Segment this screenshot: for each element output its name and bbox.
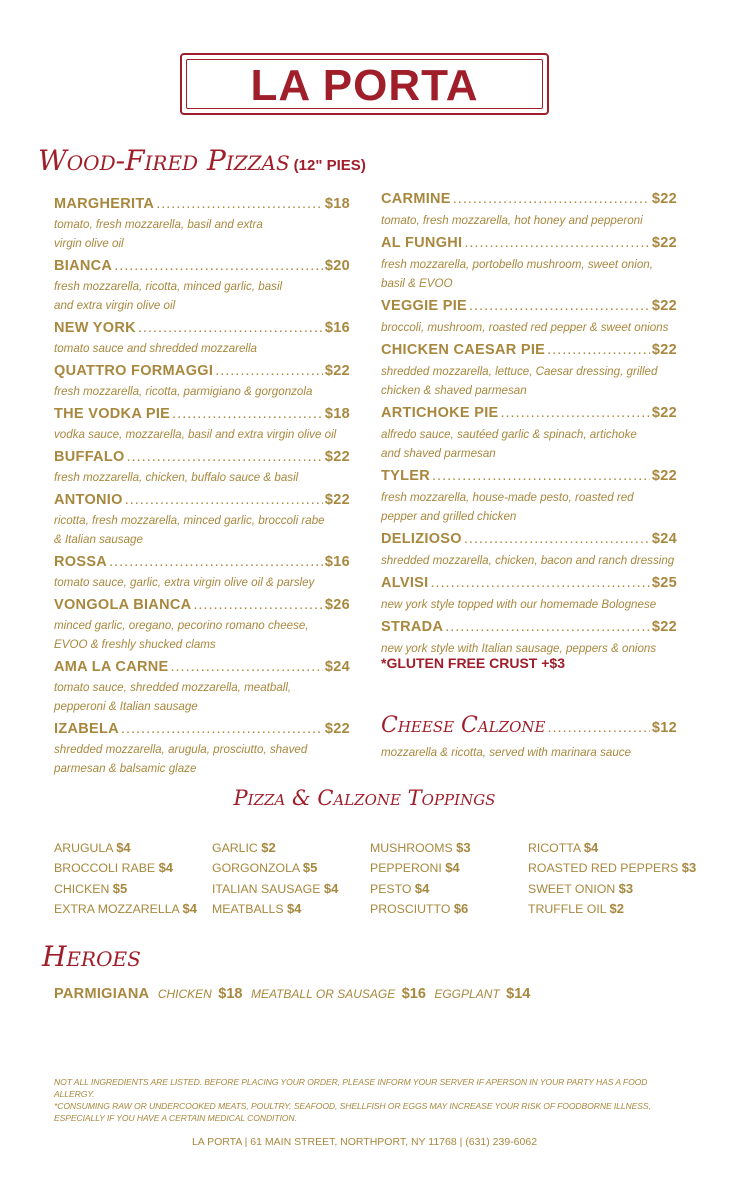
leader-dots	[445, 616, 650, 639]
menu-item	[54, 403, 350, 444]
menu-item-price: $24	[651, 531, 677, 547]
menu-item-description: virgin olive oil	[54, 237, 124, 250]
leader-dots	[138, 317, 323, 339]
menu-item-description: fresh mozzarella, ricotta, minced garlic, basil	[54, 280, 283, 293]
menu-item-description: and extra virgin olive oil	[54, 299, 176, 312]
topping-item	[212, 858, 338, 878]
topping-item	[54, 899, 197, 919]
menu-item-description: tomato sauce, shredded mozzarella, meatball,	[54, 681, 292, 694]
menu-item-name: IZABELA	[54, 721, 119, 737]
topping-item	[370, 838, 471, 858]
leader-dots	[215, 360, 323, 382]
topping-price: $3	[618, 880, 634, 896]
menu-item-price: $22	[324, 363, 350, 379]
calzone-price: $12	[651, 720, 677, 736]
menu-item-name: ALVISI	[381, 575, 429, 591]
topping-price: $4	[182, 900, 197, 916]
menu-item-description: EVOO & freshly shucked clams	[54, 638, 216, 651]
menu-item-name: AMA LA CARNE	[54, 659, 169, 675]
hero-option-price: $18	[218, 986, 243, 1002]
menu-item-description: new york style with Italian sausage, peppers & onions	[381, 642, 657, 655]
menu-item-description: tomato sauce, garlic, extra virgin olive oil & parsley	[54, 576, 315, 589]
menu-item-header	[54, 403, 350, 425]
leader-dots	[501, 402, 650, 425]
menu-item-description: tomato, fresh mozzarella, basil and extra	[54, 218, 263, 231]
toppings-section-title: Pizza & Calzone Toppings	[233, 786, 496, 810]
topping-item	[54, 838, 197, 858]
menu-item	[381, 295, 677, 337]
menu-item-description: broccoli, mushroom, roasted red pepper & sweet onions	[381, 321, 669, 334]
pizzas-subtitle: (12" PIES)	[293, 157, 366, 174]
menu-item-description: pepper and grilled chicken	[381, 510, 517, 523]
menu-item-description: basil & EVOO	[381, 277, 453, 290]
menu-item-name: NEW YORK	[54, 320, 136, 336]
menu-item	[54, 360, 350, 401]
menu-item-description: shredded mozzarella, lettuce, Caesar dressing, grilled	[381, 365, 658, 378]
hero-option-price: $16	[401, 986, 426, 1002]
leader-dots	[121, 718, 323, 740]
menu-item-description: shredded mozzarella, arugula, prosciutto, shaved	[54, 743, 308, 756]
leader-dots	[125, 489, 323, 511]
menu-item-description: fresh mozzarella, portobello mushroom, sweet onion,	[381, 258, 653, 271]
heroes-item	[54, 985, 530, 1003]
menu-item-name: QUATTRO FORMAGGI	[54, 363, 214, 379]
topping-name: TRUFFLE OIL	[528, 901, 607, 916]
toppings-column-2	[212, 838, 338, 919]
topping-price: $4	[583, 840, 599, 855]
leader-dots	[432, 465, 650, 488]
topping-name: SWEET ONION	[528, 881, 616, 896]
topping-item	[212, 879, 338, 899]
menu-item-name: AL FUNGHI	[381, 235, 463, 251]
menu-item-header	[381, 402, 677, 425]
menu-item-description: minced garlic, oregano, pecorino romano cheese,	[54, 619, 309, 632]
allergy-disclaimer	[54, 1076, 684, 1124]
menu-item-price: $18	[324, 196, 350, 212]
menu-item-description: alfredo sauce, sautéed garlic & spinach, artichoke	[381, 428, 637, 441]
gluten-free-note: *GLUTEN FREE CRUST +$3	[381, 655, 565, 671]
menu-item-price: $25	[651, 575, 677, 591]
menu-item-name: TYLER	[381, 468, 431, 484]
menu-item-name: ARTICHOKE PIE	[381, 405, 499, 421]
menu-item-description: vodka sauce, mozzarella, basil and extra virgin olive oil	[54, 428, 337, 441]
menu-item-price: $22	[651, 405, 677, 421]
menu-item-description: parmesan & balsamic glaze	[54, 762, 197, 775]
menu-item	[381, 572, 677, 614]
hero-name: PARMIGIANA	[54, 986, 150, 1002]
menu-item-price: $18	[324, 406, 350, 422]
pizza-menu-right-column	[381, 188, 677, 660]
menu-item	[54, 317, 350, 358]
menu-item-name: BUFFALO	[54, 449, 125, 465]
calzone-item	[381, 711, 677, 762]
menu-item-header	[54, 656, 350, 678]
logo-text: LA PORTA	[250, 61, 479, 110]
menu-item	[381, 528, 677, 570]
menu-item-price: $22	[324, 449, 350, 465]
topping-price: $4	[158, 860, 174, 876]
topping-price: $3	[456, 840, 471, 855]
topping-name: PROSCIUTTO	[370, 901, 451, 916]
menu-item-header	[381, 616, 677, 639]
menu-item-description: fresh mozzarella, house-made pesto, roasted red	[381, 491, 634, 504]
leader-dots	[172, 403, 323, 425]
leader-dots	[547, 713, 649, 743]
topping-price: $4	[445, 860, 460, 876]
menu-item	[54, 446, 350, 487]
hero-option-label: MEATBALL OR SAUSAGE	[250, 987, 396, 1001]
hero-option-label: CHICKEN	[157, 987, 212, 1001]
menu-item-header	[54, 551, 350, 573]
disclaimer-line-2: *CONSUMING RAW OR UNDERCOOKED MEATS, POULTRY, SEAFOOD, SHELLFISH OR EGGS MAY INCREASE YOUR RISK OF FOODBORNE ILLNESS, ESPECIALLY IF YOU HAVE A CERTAIN MEDICAL CONDITION.	[54, 1101, 651, 1123]
leader-dots	[469, 295, 650, 318]
menu-item-header	[54, 360, 350, 382]
topping-item	[370, 899, 471, 919]
menu-item-header	[381, 572, 677, 595]
hero-option-label: EGGPLANT	[434, 987, 500, 1001]
menu-item-description: tomato, fresh mozzarella, hot honey and pepperoni	[381, 214, 643, 227]
leader-dots	[127, 446, 323, 468]
menu-item-header	[54, 718, 350, 740]
topping-item	[54, 858, 197, 878]
topping-name: PEPPERONI	[370, 861, 442, 876]
menu-item	[381, 339, 677, 400]
menu-item	[381, 616, 677, 658]
topping-item	[370, 879, 471, 899]
menu-item	[381, 188, 677, 230]
hero-option-price: $14	[506, 986, 531, 1002]
menu-item	[54, 594, 350, 654]
toppings-column-4	[528, 838, 696, 919]
leader-dots	[430, 572, 649, 595]
menu-item-header	[54, 255, 350, 277]
menu-item-description: pepperoni & Italian sausage	[54, 700, 198, 713]
menu-item-price: $22	[651, 468, 677, 484]
menu-item-header	[381, 188, 677, 211]
topping-item	[528, 838, 696, 858]
menu-item-price: $22	[651, 298, 677, 314]
menu-item-description: ricotta, fresh mozzarella, minced garlic, broccoli rabe	[54, 514, 325, 527]
toppings-column-1	[54, 838, 197, 919]
toppings-column-3	[370, 838, 471, 919]
menu-item-header	[381, 465, 677, 488]
topping-price: $6	[453, 900, 469, 916]
menu-item-price: $22	[324, 492, 350, 508]
restaurant-logo	[180, 53, 549, 115]
menu-item	[381, 402, 677, 463]
menu-item-description: shredded mozzarella, chicken, bacon and ranch dressing	[381, 554, 675, 567]
menu-item-name: CHICKEN CAESAR PIE	[381, 342, 546, 358]
menu-item-price: $22	[651, 191, 677, 207]
topping-item	[528, 858, 696, 878]
topping-item	[528, 899, 696, 919]
menu-item-name: ANTONIO	[54, 492, 123, 508]
topping-name: ITALIAN SAUSAGE	[212, 881, 321, 896]
menu-item-header	[54, 594, 350, 616]
menu-item-name: BIANCA	[54, 258, 113, 274]
menu-item-header	[54, 317, 350, 339]
menu-item	[54, 718, 350, 778]
pizza-menu-left-column	[54, 193, 350, 780]
menu-item-name: DELIZIOSO	[381, 531, 462, 547]
leader-dots	[464, 528, 650, 551]
menu-item	[54, 255, 350, 315]
topping-price: $5	[112, 880, 128, 896]
topping-item	[212, 899, 338, 919]
menu-item-description: tomato sauce and shredded mozzarella	[54, 342, 258, 355]
menu-item	[54, 656, 350, 716]
menu-item	[54, 193, 350, 253]
topping-price: $5	[302, 860, 318, 876]
menu-item-description: new york style topped with our homemade Bolognese	[381, 598, 657, 611]
topping-name: ARUGULA	[54, 841, 113, 855]
menu-item-name: STRADA	[381, 619, 444, 635]
leader-dots	[193, 594, 323, 616]
topping-price: $2	[609, 900, 625, 916]
menu-item-price: $16	[324, 554, 350, 570]
topping-name: GORGONZOLA	[212, 861, 300, 876]
leader-dots	[171, 656, 323, 678]
topping-name: MUSHROOMS	[370, 841, 453, 855]
topping-price: $4	[323, 880, 339, 896]
menu-item-name: ROSSA	[54, 554, 108, 570]
topping-item	[528, 879, 696, 899]
menu-item-description: fresh mozzarella, chicken, buffalo sauce & basil	[54, 471, 299, 484]
menu-item-price: $22	[651, 619, 677, 635]
menu-item	[54, 551, 350, 592]
menu-item-name: VONGOLA BIANCA	[54, 597, 192, 613]
menu-item	[381, 232, 677, 293]
topping-price: $4	[286, 900, 302, 916]
leader-dots	[547, 339, 650, 362]
pizzas-title-text: Wood-Fired Pizzas	[38, 144, 290, 177]
menu-item-price: $16	[324, 320, 350, 336]
topping-name: PESTO	[370, 881, 412, 896]
menu-item-price: $22	[651, 235, 677, 251]
leader-dots	[114, 255, 323, 277]
topping-name: EXTRA MOZZARELLA	[54, 901, 180, 916]
topping-name: GARLIC	[212, 841, 258, 855]
footer-address: LA PORTA | 61 MAIN STREET, NORTHPORT, NY 11768 | (631) 239-6062	[191, 1136, 538, 1148]
menu-item	[381, 465, 677, 526]
menu-item-header	[381, 339, 677, 362]
menu-item-name: VEGGIE PIE	[381, 298, 467, 314]
topping-item	[212, 838, 338, 858]
menu-item-price: $22	[651, 342, 677, 358]
topping-name: CHICKEN	[54, 881, 110, 896]
calzone-header	[381, 711, 677, 743]
heroes-section-title: Heroes	[42, 940, 141, 973]
menu-item-header	[54, 193, 350, 215]
topping-item	[54, 879, 197, 899]
pizzas-section-title	[38, 144, 366, 177]
topping-name: ROASTED RED PEPPERS	[528, 861, 679, 876]
calzone-name: Cheese Calzone	[381, 713, 546, 738]
menu-item-description: and shaved parmesan	[381, 447, 496, 460]
menu-item-name: MARGHERITA	[54, 196, 155, 212]
topping-price: $3	[681, 860, 697, 876]
menu-item-price: $26	[324, 597, 350, 613]
topping-price: $4	[414, 880, 430, 896]
menu-item-price: $22	[324, 721, 350, 737]
menu-item-header	[54, 489, 350, 511]
menu-item-header	[381, 295, 677, 318]
topping-name: RICOTTA	[528, 841, 581, 855]
menu-item-name: THE VODKA PIE	[54, 406, 171, 422]
disclaimer-line-1: NOT ALL INGREDIENTS ARE LISTED. BEFORE PLACING YOUR ORDER, PLEASE INFORM YOUR SERVER IF APERSON IN YOUR PARTY HAS A FOOD ALLERGY.	[54, 1077, 648, 1099]
topping-price: $4	[116, 840, 131, 855]
menu-item-description: fresh mozzarella, ricotta, parmigiano & gorgonzola	[54, 385, 313, 398]
leader-dots	[156, 193, 323, 215]
calzone-description: mozzarella & ricotta, served with marinara sauce	[381, 746, 632, 759]
leader-dots	[453, 188, 650, 211]
menu-item-price: $24	[324, 659, 350, 675]
menu-item-header	[381, 528, 677, 551]
menu-item-header	[381, 232, 677, 255]
leader-dots	[464, 232, 650, 255]
menu-item-header	[54, 446, 350, 468]
topping-name: MEATBALLS	[212, 901, 284, 916]
menu-item-description: & Italian sausage	[54, 533, 143, 546]
menu-item-name: CARMINE	[381, 191, 451, 207]
topping-item	[370, 858, 471, 878]
topping-price: $2	[261, 840, 276, 855]
menu-item-description: chicken & shaved parmesan	[381, 384, 527, 397]
menu-item	[54, 489, 350, 549]
leader-dots	[109, 551, 323, 573]
topping-name: BROCCOLI RABE	[54, 861, 156, 876]
menu-item-price: $20	[324, 258, 350, 274]
